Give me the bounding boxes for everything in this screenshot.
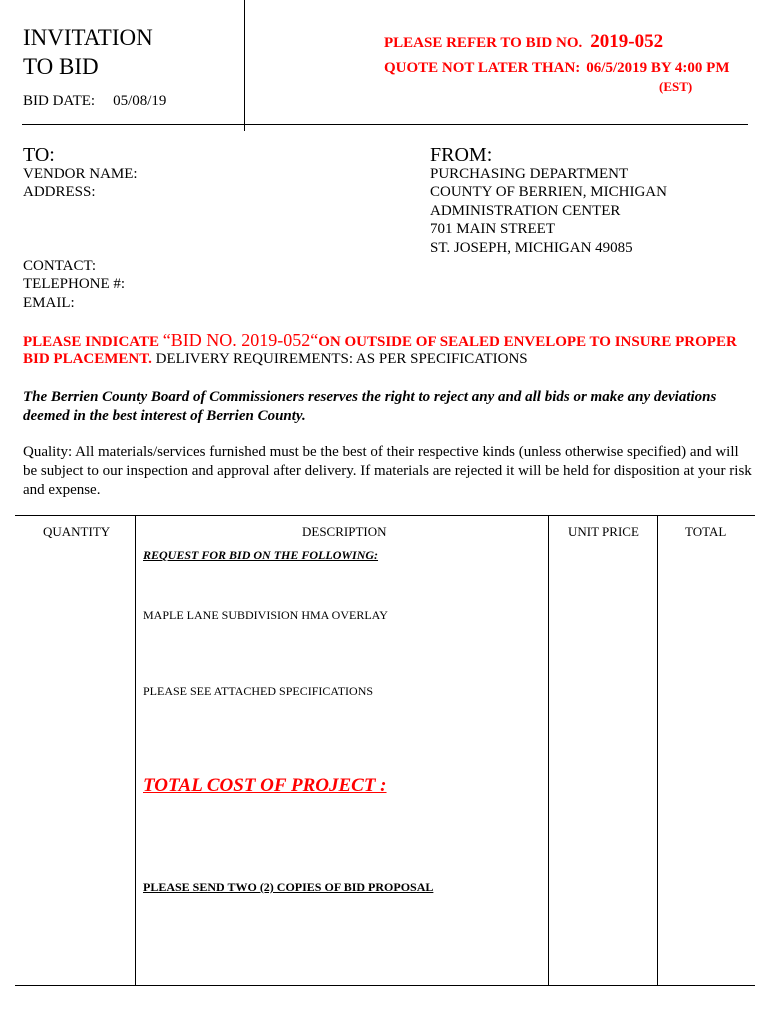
bid-placement: BID PLACEMENT. xyxy=(23,351,152,367)
from-line-department: PURCHASING DEPARTMENT xyxy=(430,166,629,182)
indicate-prefix: PLEASE INDICATE xyxy=(23,334,163,350)
quality-statement: Quality: All materials/services furnished must be the best of their respective kinds (unless otherwise specified) and will be subject to our inspection and approval after delivery. If materials are rejected it will be held for disposition at your risk and expense. xyxy=(23,444,752,498)
column-header-quantity: QUANTITY xyxy=(43,524,111,539)
bid-date xyxy=(23,93,166,110)
column-divider-quantity xyxy=(135,515,136,986)
from-line-county: COUNTY OF BERRIEN, MICHIGAN xyxy=(430,184,667,200)
board-statement: The Berrien County Board of Commissioners reserves the right to reject any and all bids or make any deviations deemed in the best interest of Berrien County. xyxy=(23,389,717,424)
column-divider-unit-price xyxy=(657,515,658,986)
placement-line xyxy=(23,351,528,368)
address-label: ADDRESS: xyxy=(23,184,96,200)
table-top-border xyxy=(15,515,755,516)
column-header-total: TOTAL xyxy=(685,524,727,539)
column-header-description: DESCRIPTION xyxy=(302,524,387,539)
column-divider-description xyxy=(548,515,549,986)
bid-number: 2019-052 xyxy=(590,31,664,52)
indicate-suffix: ON OUTSIDE OF SEALED ENVELOPE TO INSURE PROPER xyxy=(318,334,737,350)
telephone-label: TELEPHONE #: xyxy=(23,276,126,292)
header-divider-vertical xyxy=(244,0,245,131)
bid-date-value: 05/08/19 xyxy=(113,93,167,109)
table-bottom-border xyxy=(15,985,755,986)
column-header-unit-price: UNIT PRICE xyxy=(568,524,639,539)
quote-label: QUOTE NOT LATER THAN: xyxy=(384,60,581,76)
bid-date-label: BID DATE: xyxy=(23,93,96,109)
send-copies-note: PLEASE SEND TWO (2) COPIES OF BID PROPOSAL xyxy=(143,880,434,894)
email-label: EMAIL: xyxy=(23,295,75,311)
see-specifications: PLEASE SEE ATTACHED SPECIFICATIONS xyxy=(143,684,374,698)
header-divider-horizontal xyxy=(22,124,748,125)
from-line-street: 701 MAIN STREET xyxy=(430,221,555,237)
request-heading: REQUEST FOR BID ON THE FOLLOWING: xyxy=(143,548,379,562)
item-description: MAPLE LANE SUBDIVISION HMA OVERLAY xyxy=(143,608,388,622)
from-line-city: ST. JOSEPH, MICHIGAN 49085 xyxy=(430,240,633,256)
title-line-2: TO BID xyxy=(23,54,99,79)
envelope-instruction xyxy=(23,330,737,351)
from-line-center: ADMINISTRATION CENTER xyxy=(430,203,621,219)
to-heading: TO: xyxy=(23,144,55,166)
quote-deadline: 06/5/2019 BY 4:00 PM xyxy=(586,60,730,76)
total-cost-label: TOTAL COST OF PROJECT : xyxy=(143,775,387,796)
title-line-1: INVITATION xyxy=(23,25,153,50)
bid-number-line xyxy=(384,31,663,53)
vendor-name-label: VENDOR NAME: xyxy=(23,166,138,182)
contact-label: CONTACT: xyxy=(23,258,97,274)
timezone: (EST) xyxy=(659,79,693,94)
refer-label: PLEASE REFER TO BID NO. xyxy=(384,35,583,51)
from-heading: FROM: xyxy=(430,144,493,166)
quote-deadline-line xyxy=(384,60,729,77)
delivery-requirements: DELIVERY REQUIREMENTS: AS PER SPECIFICATIONS xyxy=(155,351,528,367)
indicate-bid-number: “BID NO. 2019-052“ xyxy=(162,330,319,350)
